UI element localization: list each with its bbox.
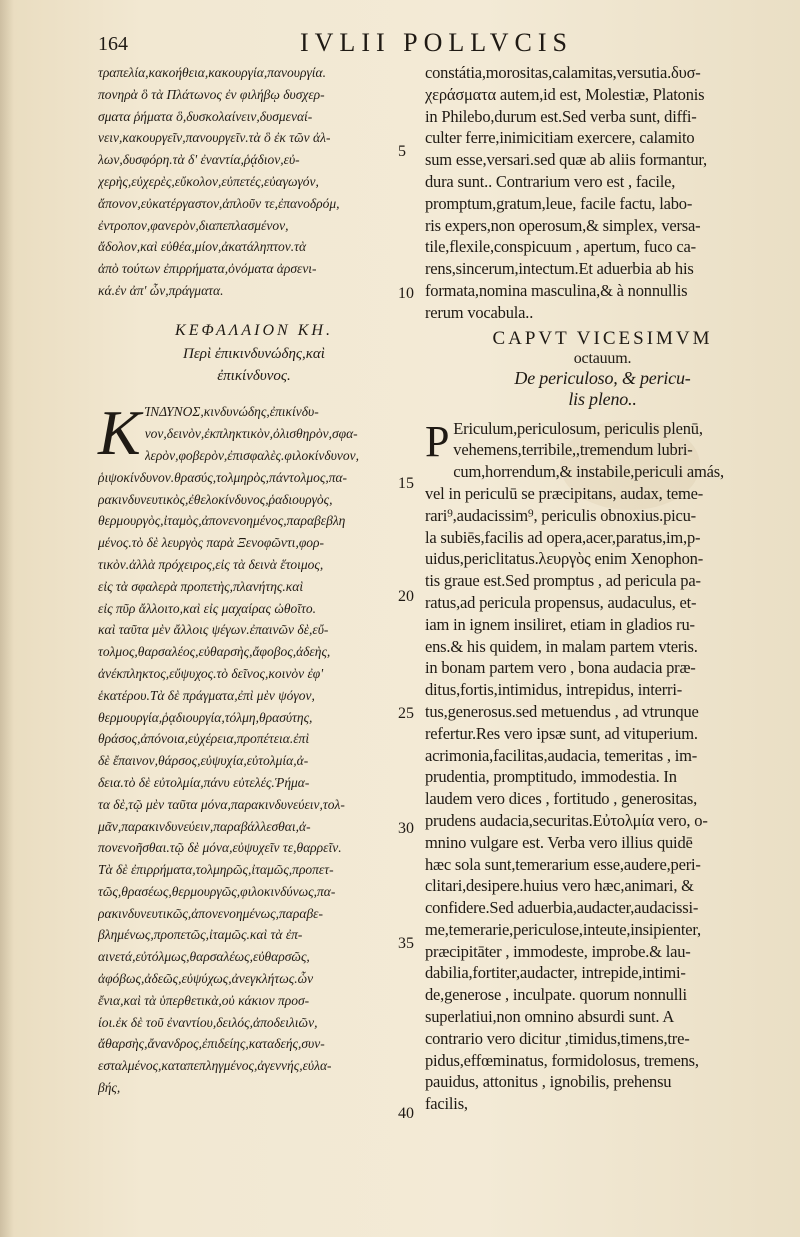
- greek-text-line: τραπελία,κακοήθεια,κακουργία,πανουργία.: [98, 65, 326, 80]
- latin-text-line: clitari,desipere.huius vero hæc,animari, &: [425, 876, 694, 896]
- greek-text-line: ἄδολον,καὶ εὐθέα,μίον,ἀκατάληπτον.τὰ: [98, 239, 307, 255]
- page-number: 164: [98, 33, 128, 55]
- latin-text-line: tile,flexile,conspicuum , apertum, fuco ca-: [425, 237, 696, 257]
- greek-dropcap: Κ: [98, 397, 141, 469]
- latin-text-line: hæc sola sunt,temerarium esse,audere,peri-: [425, 854, 701, 874]
- latin-text-line: rari⁹,audacissim⁹, periculis obnoxius.picu-: [425, 505, 696, 525]
- greek-text-line: ρακινδυνευτικὸς,ἐθελοκίνδυνος,ῥαδιουργὸς,: [98, 491, 333, 507]
- latin-dropcap: P: [425, 416, 450, 466]
- greek-text-line: Τὰ δὲ ἐπιρρήματα,τολμηρῶς,ἰταμῶς,προπετ-: [98, 862, 334, 878]
- greek-text-line: ῥιψοκίνδυνον.θρασύς,τολμηρὸς,πάντολμος,πα-: [98, 469, 348, 485]
- latin-text-line: dabilia,fortiter,audacter, intrepide,intimi-: [425, 963, 686, 983]
- latin-text-line: me,temerarie,periculose,inteute,insipienter,: [425, 919, 701, 939]
- latin-text-line: vehemens,terribile,,tremendum lubri-: [453, 440, 693, 460]
- line-number-marker: 10: [398, 285, 414, 302]
- latin-column: [425, 62, 780, 1115]
- latin-text-line: dura sunt.. Contrarium vero est , facile,: [425, 171, 676, 191]
- greek-text-line: ἀνέκπληκτος,εὔψυχος.τὸ δεῖνος,κοινὸν ἐφ': [98, 665, 324, 681]
- greek-text-line: ἄπονον,εὐκατέργαστον,ἁπλοῦν τε,ἐπανοδρόμ,: [98, 195, 340, 211]
- greek-text-line: τα δὲ,τῷ μὲν ταῦτα μόνα,παρακινδυνεύειν,τολ-: [98, 796, 345, 812]
- latin-text-line: prudens audacia,securitas.Εὐτολμία vero, o-: [425, 810, 708, 830]
- latin-text-line: iam in ignem insiliret, etiam in gladios ru-: [425, 614, 695, 634]
- greek-text-line: ρακινδυνευτικῶς,ἀπονενοημένως,παραβε-: [98, 905, 323, 921]
- greek-text-line: τολμος,θαρσαλέος,εὐθαρσὴς,ἄφοβος,ἀδεὴς,: [98, 644, 331, 660]
- latin-text-line: in Philebo,durum est.Sed verba sunt, diffi-: [425, 106, 697, 126]
- latin-text-line: vel in periculū se præcipitans, audax, teme-: [425, 483, 704, 503]
- latin-text-line: mnino vulgare est. Verba vero illius quidē: [425, 832, 693, 852]
- latin-text-line: in bonam partem vero , bona audacia præ-: [425, 658, 696, 678]
- latin-text-line: præcipitāter , immodeste, improbe.& lau-: [425, 941, 691, 961]
- latin-text-line: tis graue est.Sed promptus , ad pericula pa-: [425, 571, 701, 591]
- greek-text-line: πονενοῆσθαι.τῷ δὲ μόνα,εὐψυχεῖν τε,θαρρεῖν.: [98, 840, 342, 856]
- greek-chapter-subtitle-2: ἐπικίνδυνος.: [217, 367, 291, 384]
- latin-text-top: [425, 62, 780, 324]
- greek-text-line: βλημένως,προπετῶς,ἰταμῶς.καὶ τὰ ἐπ-: [98, 927, 303, 943]
- latin-text-line: laudem vero dices , fortitudo , generositas,: [425, 789, 698, 809]
- greek-text-line: ἐντροπον,φανερὸν,διαπεπλασμένον,: [98, 217, 289, 233]
- latin-text-line: ris expers,non operosum,& simplex, versa-: [425, 215, 701, 235]
- line-number-marker: 40: [398, 1105, 414, 1122]
- latin-text-line: promptum,gratum,leue, facile factu, labo-: [425, 193, 693, 213]
- latin-text-line: ratus,ad pericula propensus, audaculus, et-: [425, 592, 697, 612]
- greek-text-line: σματα ῥήματα ὃ,δυσκολαίνειν,δυσμεναί-: [98, 108, 313, 124]
- greek-text-line: πονηρὰ ὃ τὰ Πλάτωνος ἐν φιλήβῳ δυσχερ-: [98, 86, 325, 102]
- greek-text-line: θερμουργία,ῥᾳδιουργία,τόλμη,θρασύτης,: [98, 709, 313, 725]
- greek-text-line: τικὸν.ἀλλὰ πρόχειρος,εἰς τὰ δεινὰ ἕτοιμος,: [98, 556, 324, 572]
- latin-text-line: tus,generosus.sed metuendus , ad vtrunque: [425, 701, 699, 721]
- latin-text-line: confidere.Sed aduerbia,audacter,audacissi-: [425, 898, 699, 918]
- latin-text-line: contrario vero dicitur ,timidus,timens,tre-: [425, 1028, 690, 1048]
- line-number-marker: 5: [398, 143, 406, 160]
- latin-text-line: formata,nomina masculina,& à nonnullis: [425, 280, 688, 300]
- greek-text-line: λων,δυσφόρη.τὰ δ' ἐναντία,ῥᾴδιον,εὐ-: [98, 152, 300, 168]
- greek-text-line: ἄθαρσὴς,ἄνανδρος,ἐπιδείης,καταδεής,συν-: [98, 1036, 325, 1052]
- latin-text-line: cum,horrendum,& instabile,periculi amás,: [453, 462, 724, 482]
- line-number-marker: 35: [398, 935, 414, 952]
- greek-text-line: χερὴς,εὐχερὲς,εὔκολον,εὐπετές,εὐαγωγόν,: [98, 173, 319, 189]
- latin-text-line: culter ferre,inimicitiam exercere, calamito: [425, 128, 695, 148]
- running-head: IVLII POLLVCIS: [300, 28, 573, 57]
- latin-text-line: ditus,fortis,intimidus, intrepidus, interri-: [425, 680, 683, 700]
- greek-text-line: ἀφόβως,ἀδεῶς,εὐψύχως,ἀνεγκλήτως.ὧν: [98, 971, 314, 987]
- greek-text-line: τῶς,θρασέως,θερμουργῶς,φιλοκινδύνως,πα-: [98, 883, 336, 899]
- latin-text-line: refertur.Res vero ipsæ sunt, ad vituperium.: [425, 723, 698, 743]
- latin-text-line: constátia,morositas,calamitas,versutia.δυσ-: [425, 63, 701, 82]
- greek-text-line: ἔνια,καὶ τὰ ὑπερθετικὰ,οὐ κάκιον προσ-: [98, 992, 310, 1008]
- latin-text-main: [425, 418, 780, 1116]
- greek-text-line: ΊΝΔΥΝΟΣ,κινδυνώδης,ἐπικίνδυ-: [144, 404, 319, 420]
- gutter-shadow: [0, 0, 14, 1237]
- line-number-marker: 15: [398, 475, 414, 492]
- greek-text-line: μένος.τὸ δὲ λευργὸς παρὰ Ξενοφῶντι,φορ-: [98, 535, 325, 551]
- greek-text-line: ίοι.ἐκ δὲ τοῦ ἐναντίου,δειλός,ἀποδειλιῶν,: [98, 1014, 318, 1030]
- latin-text-line: Ericulum,periculosum, periculis plenū,: [453, 418, 703, 438]
- greek-text-line: δὲ ἔπαινον,θάρσος,εὐψυχία,εὐτολμία,ἀ-: [98, 753, 309, 769]
- latin-text-line: facilis,: [425, 1094, 468, 1114]
- greek-chapter-subtitle-1: Περὶ ἐπικινδυνώδης,καὶ: [183, 345, 325, 362]
- latin-chapter-ordinal: octauum.: [573, 349, 632, 367]
- greek-text-line: καὶ ταῦτα μὲν ἄλλοις ψέγων.ἐπαινῶν δὲ,εὔ-: [98, 622, 329, 638]
- line-number-marker: 20: [398, 588, 414, 605]
- greek-text-line: εἰς πῦρ ἄλλοιτο,καὶ εἰς μαχαίρας ὠθοῖτο.: [98, 600, 316, 616]
- greek-text-line: εσταλμένος,καταπεπληγμένος,ἀγεννής,εὐλα-: [98, 1058, 332, 1074]
- greek-text-line: εἰς τὰ σφαλερὰ προπετὴς,πλανήτης.καὶ: [98, 578, 304, 594]
- greek-text-line: βής,: [98, 1080, 121, 1096]
- latin-text-line: prudentia, promptitudo, immodestia. In: [425, 767, 677, 787]
- latin-chapter-heading: CAPVT VICESIMVM: [492, 327, 713, 349]
- greek-text-main: [98, 397, 410, 1099]
- latin-text-line: superlatiui,non omnino absurdi sunt. A: [425, 1007, 675, 1027]
- line-number-marker: 30: [398, 820, 414, 837]
- latin-text-line: rerum vocabula..: [425, 302, 534, 322]
- greek-text-line: λερὸν,φοβερὸν,ἐπισφαλὲς.φιλοκίνδυνον,: [144, 447, 359, 463]
- latin-text-line: la subiēs,facilis ad opera,acer,paratus,im,p-: [425, 527, 701, 547]
- greek-text-line: αινετά,εὐτόλμως,θαρσαλέως,εὐθαρσῶς,: [98, 949, 310, 965]
- greek-text-line: δεια.τὸ δὲ εὐτολμία,πάνυ εὐτελές.Ῥήμα-: [98, 774, 310, 790]
- latin-text-line: pidus,effœminatus, formidolosus, tremens,: [425, 1050, 699, 1070]
- latin-chapter-title-1: De periculoso, & pericu-: [514, 367, 691, 388]
- latin-text-line: acrimonia,facilitas,audacia, temeritas , im-: [425, 745, 698, 765]
- greek-text-line: θράσος,ἀπόνοια,εὐχέρεια,προπέτεια.ἐπὶ: [98, 731, 310, 747]
- latin-text-line: uidus,periclitatus.λευργὸς enim Xenophon-: [425, 549, 703, 569]
- latin-text-line: sum esse,versari.sed quæ ab aliis formantur,: [425, 150, 707, 170]
- greek-text-line: μᾶν,παρακινδυνεύειν,παραβάλλεσθαι,ἀ-: [98, 818, 311, 834]
- latin-text-line: χεράσματα autem,id est, Molestiæ, Platonis: [425, 84, 705, 104]
- greek-text-line: νον,δεινὸν,ἐκπληκτικὸν,ὀλισθηρὸν,σφα-: [144, 426, 358, 442]
- greek-text-line: θερμουργὸς,ἰταμὸς,ἀπονενοημένος,παραβεβλη: [98, 513, 346, 529]
- latin-text-line: rens,sincerum,intectum.Et aduerbia ab his: [425, 259, 694, 279]
- greek-chapter-heading: ΚΕΦΑΛΑΙΟΝ ΚΗ.: [175, 321, 333, 339]
- latin-text-line: de,generose , inculpate. quorum nonnulli: [425, 985, 687, 1005]
- greek-text-top: [98, 62, 410, 302]
- line-number-marker: 25: [398, 705, 414, 722]
- greek-text-line: κά.ἐν ἀπ' ὧν,πράγματα.: [98, 282, 224, 298]
- greek-column: [98, 62, 410, 1099]
- greek-text-line: ἀπὸ τούτων ἐπιρρήματα,ὀνόματα ἀρσενι-: [98, 261, 317, 277]
- greek-text-line: νειν,κακουργεῖν,πανουργεῖν.τὰ ὃ ἐκ τῶν ἀλ-: [98, 130, 331, 146]
- greek-text-line: ἑκατέρου.Τὰ δὲ πράγματα,ἐπὶ μὲν ψόγον,: [98, 687, 315, 703]
- latin-text-line: pauidus, attonitus , ignobilis, prehensu: [425, 1072, 672, 1092]
- latin-chapter-title-2: lis pleno..: [568, 388, 637, 409]
- latin-text-line: ens.& his quidem, in malam partem vteris.: [425, 636, 698, 656]
